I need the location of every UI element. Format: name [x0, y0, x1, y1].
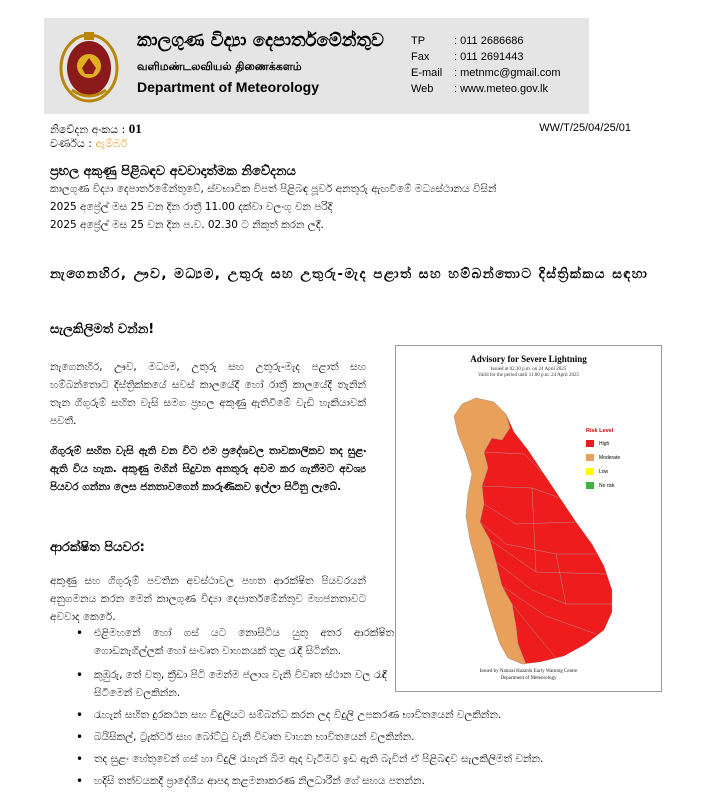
region-heading: නැගෙනහිර, ඌව, මධ්‍යම, උතුරු සහ උතුරු-මැද පළාත් සහ හම්බන්තොට දිස්ත්‍රික්කය සඳහා — [50, 266, 649, 282]
org-name-sinhala: කාලගුණ විද්‍යා දෙපාර්තමේන්තුව — [137, 30, 384, 51]
map-legend — [586, 428, 620, 496]
legend-item-no-risk: No risk — [586, 482, 620, 489]
notice-title: ප්‍රභල අකුණු පිළිබඳව අවවාදාත්මක නිවේදනය — [50, 164, 296, 179]
map-valid-text: Valid for the period until 11.00 p.m. 24 April 2025 — [478, 373, 579, 378]
national-emblem-icon — [58, 28, 120, 104]
list-item: • හදිසි තත්වයකදී ප්‍රාදේශීය ආපදා කළමනාකරණ නිලධාරීන් ගේ සහය පතන්න. — [60, 772, 674, 790]
notice-validity-line: 2025 අප්‍රේල් මස 25 වන දින රාත්‍රී 11.00 දක්වා වලංගු වන පරිදි — [50, 201, 333, 213]
list-item: • කුඹුරු, තේ වතු, ක්‍රීඩා පිටි මෙන්ම ජලාශ වැනි විවෘත ස්ථාන වල රැඳී සිටීමෙන් වලකින්න. — [60, 666, 394, 702]
contact-row: TP : 011 2686686 — [411, 35, 524, 47]
map-footer: Issued by Natural Hazards Early Warning Centre Department of Meteorology — [479, 669, 578, 681]
contact-row[interactable]: Web : www.meteo.gov.lk — [411, 83, 548, 95]
contact-row: Fax : 011 2691443 — [411, 51, 524, 63]
map-title: Advisory for Severe Lightning — [470, 354, 587, 364]
paragraph-forecast: නැගෙනහිර, ඌව, මධ්‍යම, උතුරු සහ උතුරු-මැද පළාත් සහ හම්බන්තොට දිස්ත්‍රික්කයේ සවස් කාලයේදී හෝ රාත්‍රී කාලයේදී තැනින් තැන ගිගුරුම් සහිත වැසි සමග ප්‍රභල අකුණු ඇතිවීමේ වැඩි හැකියාවක් පවතී. — [50, 361, 366, 427]
lightning-advisory-map — [395, 345, 662, 692]
legend-item-low: Low — [586, 468, 620, 475]
notice-issued-line: 2025 අප්‍රේල් මස 25 වන දින ප.ව. 02.30 ට නිකුත් කරන ලදී. — [50, 219, 324, 231]
list-item: • බයිසිකල්, ට්‍රැක්ටර් සහ බෝට්ටු වැනි විවෘත වාහන භාවිතයෙන් වලකින්න. — [60, 728, 674, 746]
alert-heading: සැලකිලිමත් වන්න! — [50, 322, 155, 337]
notice-issuer-line: කාලගුණ විද්‍යා දෙපාර්තමේන්තුවේ, ස්වභාවික විපත් පිළිබඳ පූර්ව අනතුරු ඇඟවීමේ මධ්‍යස්ථානය විසින් — [50, 183, 497, 195]
map-issued-text: Issued at 02.30 p.m. on 24 April 2025 — [490, 367, 567, 372]
contact-block — [411, 33, 561, 97]
legend-title: Risk Level — [586, 428, 614, 434]
paragraph-warning: ගිගුරුම් සහිත වැසි ඇති වන විට එම ප්‍රදේශවල තාවකාලිකව තද සුළං ඇති විය හැක. අකුණු මගින් සිදුවන අනතුරු අවම කර ගැනීමට අවශ්‍ය පියවර ගන්නා ලෙස ජනතාවගෙන් කාරුණිකව ඉල්ලා සිටිනු ලැබේ. — [50, 445, 366, 493]
org-name-tamil: வளிமண்டலவியல் திணைக்களம் — [137, 60, 302, 73]
reference-number: WW/T/25/04/25/01 — [539, 122, 631, 134]
list-item: • රැහැන් සහිත දුරකථන සහ විදුලියට සම්බන්ධ කරන ලද විදුලි උපකරණ භාවිතයෙන් වලකින්න. — [60, 706, 674, 724]
list-item: • තද සුළං හේතුවෙන් ගස් හා විදුලි රැහැන් බිම ඇද වැටීමට ඉඩ ඇති බැවින් ඒ පිළිබඳව සැලකිලිමත් වන්න. — [60, 750, 694, 768]
letterhead — [44, 18, 589, 114]
paragraph-safety-intro: අකුණු සහ ගිගුරුම් පවතින අවස්ථාවල පහත ආරක්ෂිත පියවරයන් අනුගමනය කරන මෙන් කාලගුණ විද්‍යා දෙපාර්තමේන්තුව මහජනතාවට අවවාද කෙරේ. — [50, 575, 366, 623]
list-item: • එළිමහනේ හෝ ගස් යට නොසිටිය යුතු අතර ආරක්ෂිත ගොඩනැගිල්ලක් හෝ සංවෘත වාහනයක් තුළ රැඳී සිටින්න. — [60, 624, 394, 660]
legend-item-high: High — [586, 440, 620, 447]
notice-number: නිවේදන අංකය : 01 — [50, 121, 142, 136]
safety-heading: ආරක්ෂිත පියවර: — [50, 540, 145, 555]
notice-category: වර්ණය : ඇම්බර් — [50, 137, 128, 150]
legend-item-moderate: Moderate — [586, 454, 620, 461]
contact-row[interactable]: E-mail : metnmc@gmail.com — [411, 67, 561, 79]
category-badge: ඇම්බර් — [95, 137, 128, 150]
org-name-english: Department of Meteorology — [137, 79, 320, 95]
